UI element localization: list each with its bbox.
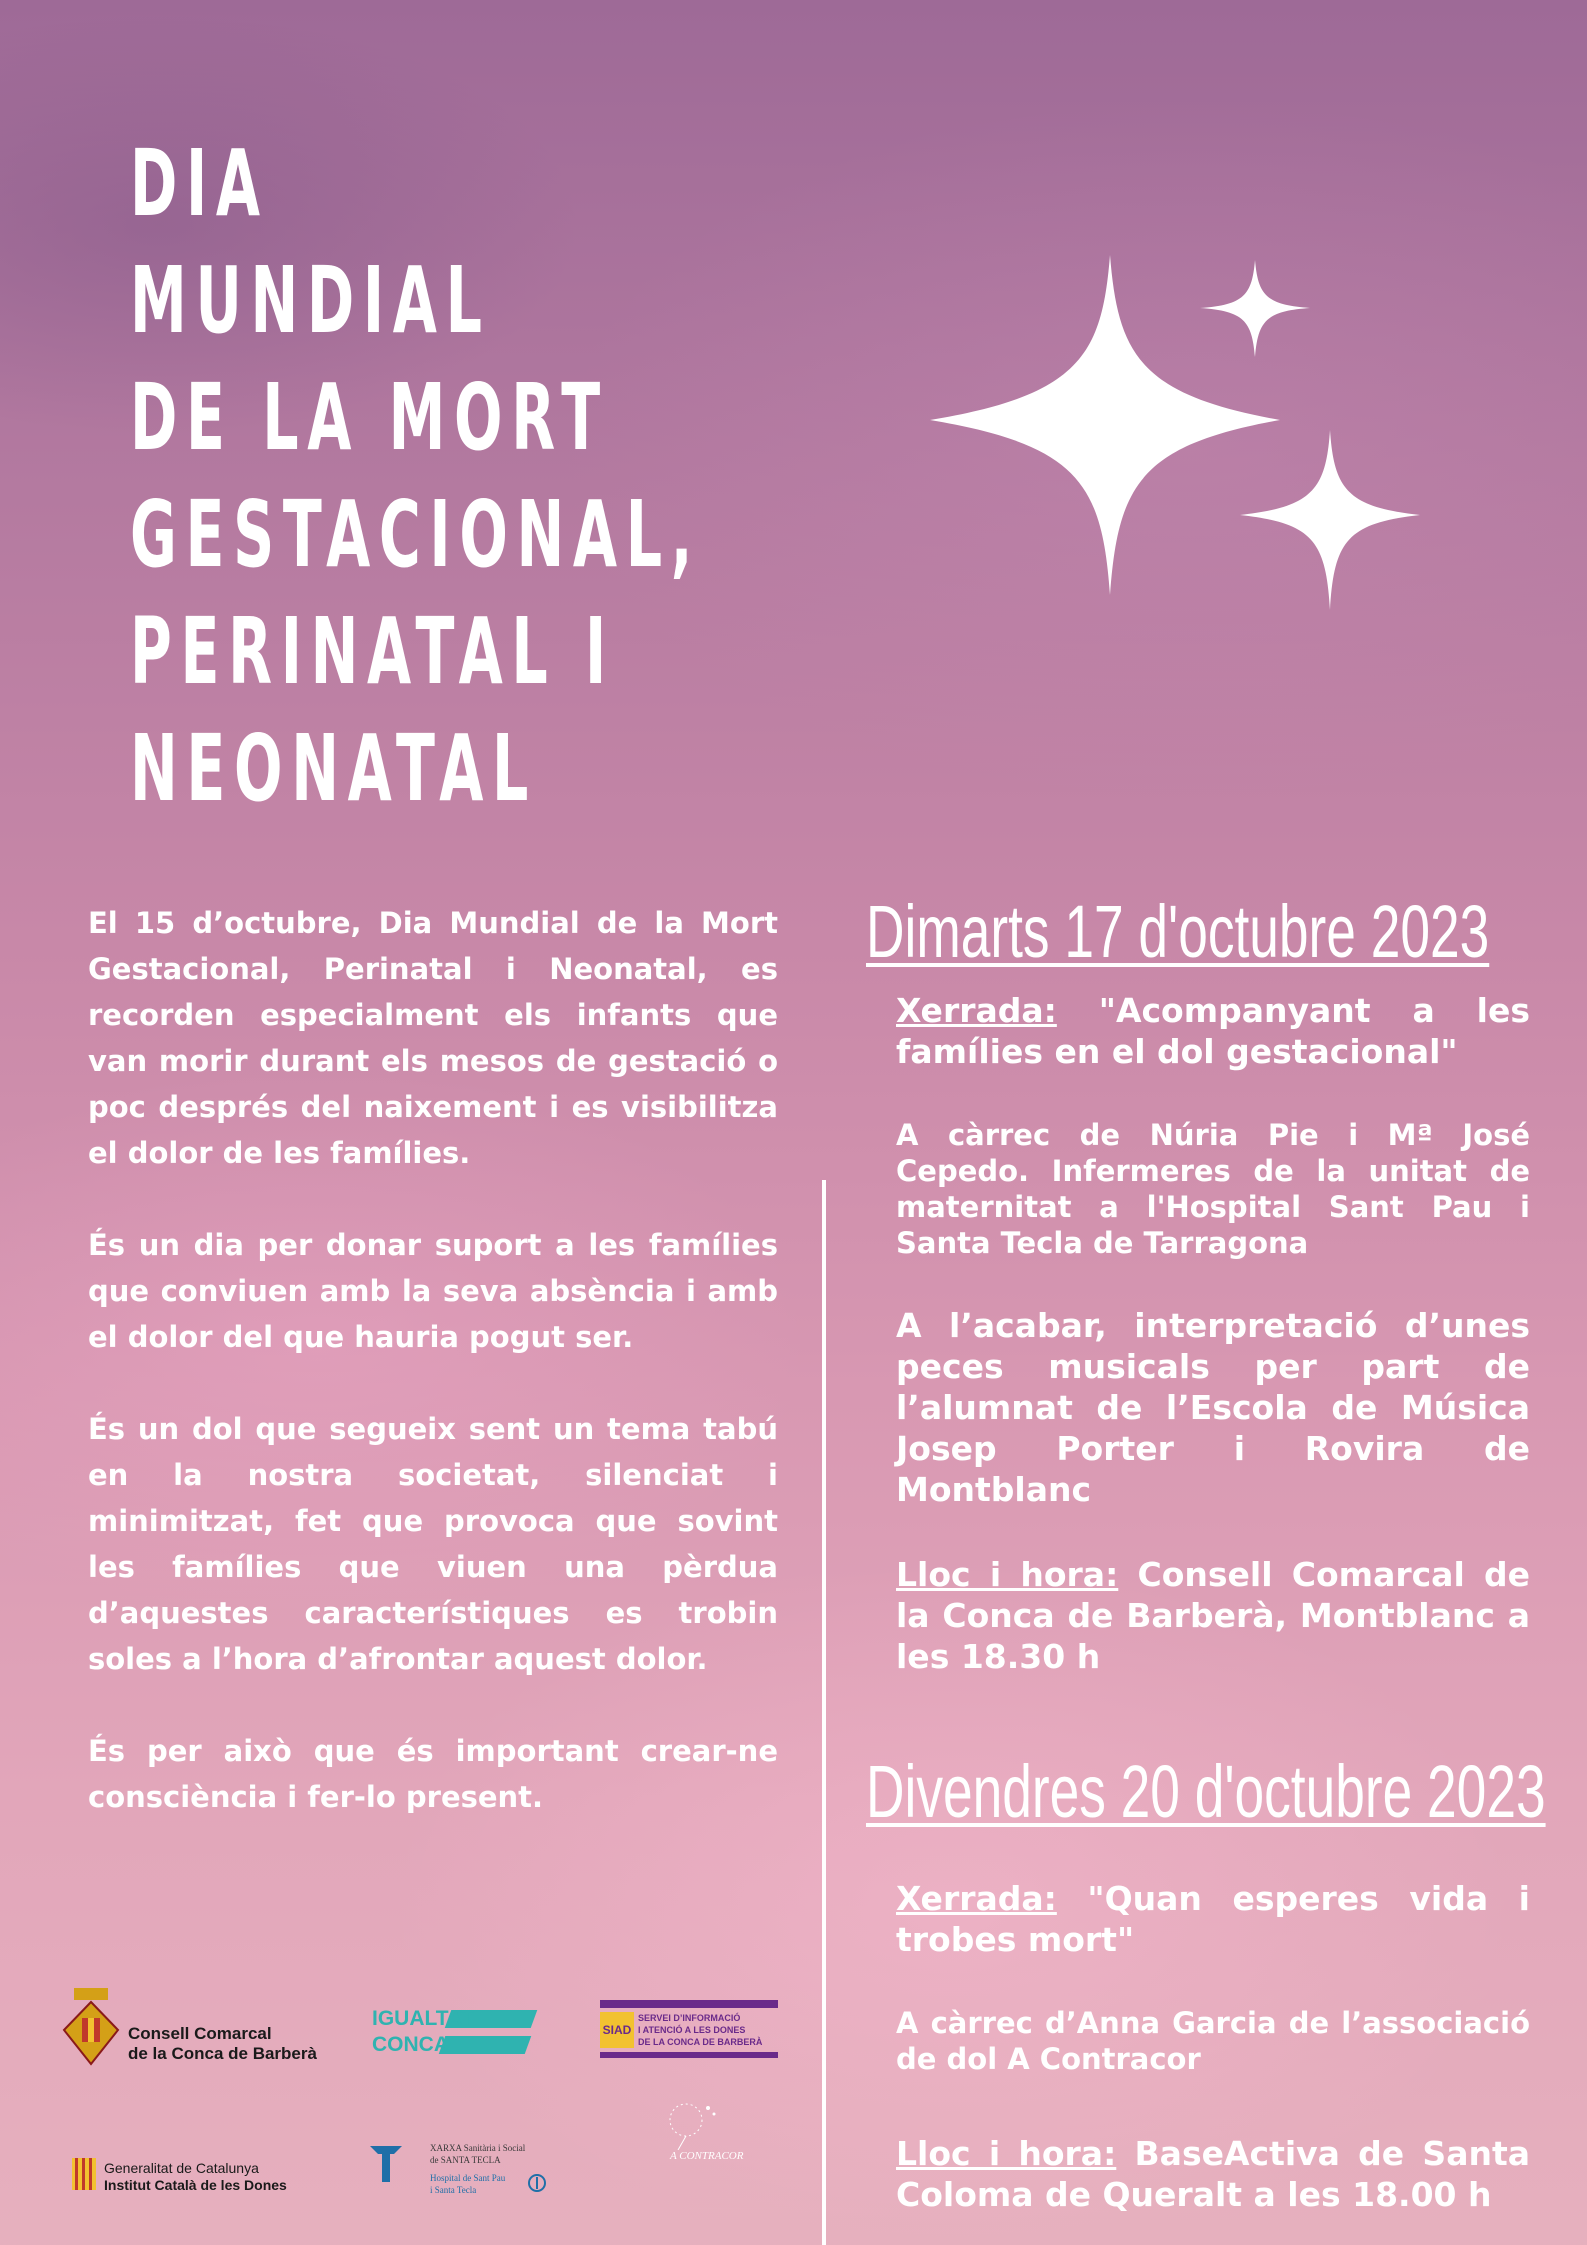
event-1-place-label: Lloc i hora: xyxy=(896,1555,1119,1594)
logo-xarxa-santa-tecla xyxy=(368,2140,568,2200)
logo-igualtat-conca xyxy=(370,2006,535,2062)
event-1-talk-title: "Acompanyant a les famílies en el dol gestacional" xyxy=(896,991,1530,1071)
title-line-4: GESTACIONAL, xyxy=(130,481,702,588)
event-2-place-label: Lloc i hora: xyxy=(896,2134,1117,2173)
logo-siad xyxy=(600,2000,780,2060)
intro-paragraph-2: És un dia per donar suport a les famílies que conviuen amb la seva absència i amb el dolor del que hauria pogut ser. xyxy=(88,1228,778,1354)
title-line-5: PERINATAL I xyxy=(130,598,615,705)
igualtat-line-2: CONCA xyxy=(372,2033,449,2056)
event-2-date: Divendres 20 d'octubre 2023 xyxy=(866,1750,1546,1833)
event-2-place-text: BaseActiva de Santa Coloma de Queralt a les 18.00 h xyxy=(896,2134,1530,2214)
siad-line-2: I ATENCIÓ A LES DONES xyxy=(638,2025,746,2035)
siad-line-3: DE LA CONCA DE BARBERÀ xyxy=(638,2037,763,2047)
siad-tag: SIAD xyxy=(600,2012,634,2048)
event-1-talk-label: Xerrada: xyxy=(896,991,1057,1030)
event-1-speakers: A càrrec de Núria Pie i Mª José Cepedo. Infermeres de la unitat de maternitat a l'Hospital Sant Pau i Santa Tecla de Tarragona xyxy=(896,1118,1530,1260)
event-2-speakers: A càrrec d’Anna Garcia de l’associació de dol A Contracor xyxy=(896,2006,1530,2076)
intro-text xyxy=(88,900,778,1866)
small-star-top-icon xyxy=(1200,260,1310,357)
event-1-date: Dimarts 17 d'octubre 2023 xyxy=(866,890,1490,973)
contracor-label: A CONTRACOR xyxy=(670,2150,744,2162)
event-2-details xyxy=(896,1878,1530,2215)
gencat-line-2: Institut Català de les Dones xyxy=(104,2177,287,2193)
xarxa-line-1: XARXA Sanitària i Social xyxy=(430,2143,526,2153)
generalitat-flag-icon xyxy=(72,2158,96,2190)
title-line-1: DIA xyxy=(130,130,269,237)
logo-consell-comarcal xyxy=(62,1988,322,2068)
siad-line-1: SERVEI D’INFORMACIÓ xyxy=(638,2013,741,2023)
intro-paragraph-4: És per això que és important crear-ne consciència i fer-lo present. xyxy=(88,1734,778,1814)
consell-line-1: Consell Comarcal xyxy=(128,2024,272,2043)
dandelion-icon xyxy=(658,2100,718,2150)
xarxa-line-4: i Santa Tecla xyxy=(430,2185,477,2195)
event-2-talk-title: "Quan esperes vida i trobes mort" xyxy=(896,1879,1530,1959)
page-title xyxy=(130,125,702,827)
title-line-3: DE LA MORT xyxy=(130,364,609,471)
sparkle-stars-icon xyxy=(920,245,1440,615)
consell-line-2: de la Conca de Barberà xyxy=(128,2044,317,2063)
event-2-place xyxy=(896,2133,1530,2215)
title-line-6: NEONATAL xyxy=(130,715,538,822)
gencat-line-1: Generalitat de Catalunya xyxy=(104,2160,259,2176)
xarxa-line-3: Hospital de Sant Pau xyxy=(430,2173,506,2183)
medium-star-icon xyxy=(1240,430,1420,610)
title-line-2: MUNDIAL xyxy=(130,247,491,354)
event-1-place xyxy=(896,1554,1530,1677)
intro-paragraph-1: El 15 d’octubre, Dia Mundial de la Mort Gestacional, Perinatal i Neonatal, es recorden especialment els infants que van morir durant els mesos de gestació o poc després del naixement i es visibilitza el dolor de les famílies. xyxy=(88,906,778,1170)
tau-cross-icon xyxy=(368,2144,404,2184)
intro-paragraph-3: És un dol que segueix sent un tema tabú en la nostra societat, silenciat i minimitzat, fet que provoca que sovint les famílies que viuen una pèrdua d’aquestes característiques es trobin soles a l’hora d’afrontar aquest dolor. xyxy=(88,1412,778,1676)
coat-of-arms-icon xyxy=(62,1988,120,2066)
logo-a-contracor xyxy=(658,2100,768,2180)
event-2-talk xyxy=(896,1878,1530,1960)
event-2-talk-label: Xerrada: xyxy=(896,1879,1057,1918)
column-divider xyxy=(822,1180,826,2245)
event-1-talk xyxy=(896,990,1530,1072)
event-1-place-text: Consell Comarcal de la Conca de Barberà, Montblanc a les 18.30 h xyxy=(896,1555,1530,1676)
event-1-extra: A l’acabar, interpretació d’unes peces musicals per part de l’alumnat de l’Escola de Música Josep Porter i Rovira de Montblanc xyxy=(896,1306,1530,1509)
xarxa-line-2: de SANTA TECLA xyxy=(430,2155,501,2165)
logo-generalitat xyxy=(72,2156,322,2196)
igualtat-line-1: IGUALTAT xyxy=(372,2007,474,2030)
seal-icon xyxy=(528,2174,546,2192)
event-1-details xyxy=(896,990,1530,1677)
